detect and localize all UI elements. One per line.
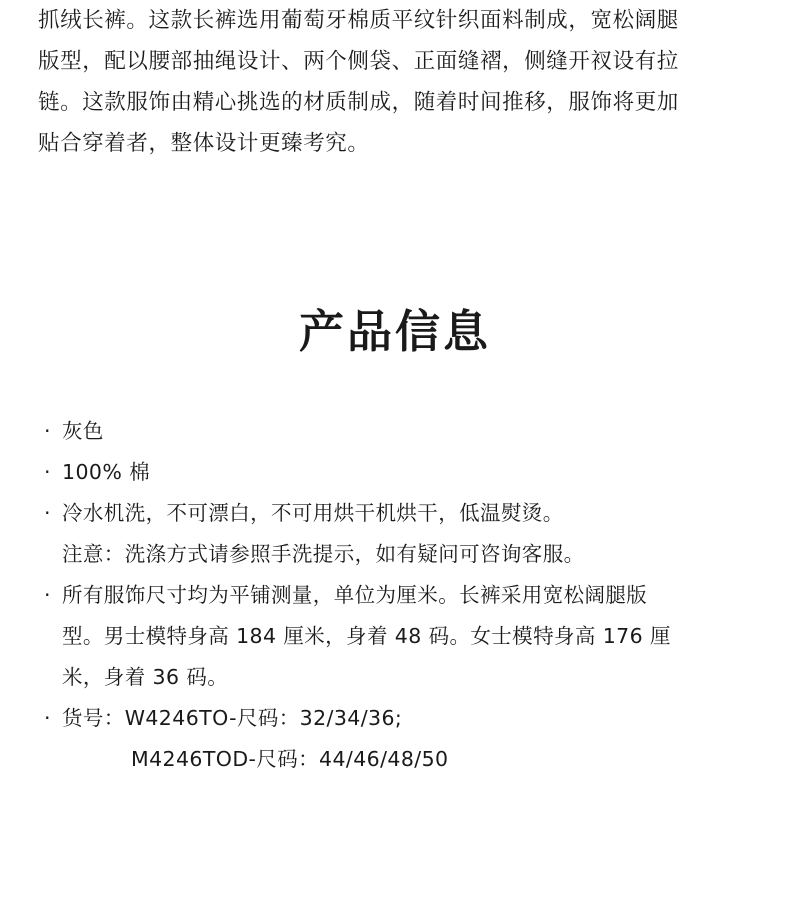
info-item-material — [44, 452, 754, 493]
info-item-sku — [44, 698, 754, 780]
section-title: 产品信息 — [298, 305, 491, 358]
description-line: 链。这款服饰由精心挑选的材质制成，随着时间推移，服饰将更加 — [38, 90, 679, 115]
description-line: 版型，配以腰部抽绳设计、两个侧袋、正面缝褶，侧缝开衩设有拉 — [38, 49, 679, 74]
info-text: 米，身着 36 码。 — [62, 665, 229, 689]
bullet-icon: · — [44, 419, 51, 443]
info-text: 所有服饰尺寸均为平铺测量，单位为厘米。长裤采用宽松阔腿版 — [62, 583, 648, 607]
product-info-list — [44, 411, 754, 780]
sku-text: 货号：W4246TO-尺码：32/34/36; — [62, 706, 403, 730]
sku-text: M4246TOD-尺码：44/46/48/50 — [131, 747, 449, 771]
bullet-icon: · — [44, 583, 51, 607]
info-item-color — [44, 411, 754, 452]
description-line: 抓绒长裤。这款长裤选用葡萄牙棉质平纹针织面料制成，宽松阔腿 — [38, 8, 679, 33]
info-text: 注意：洗涤方式请参照手洗提示，如有疑问可咨询客服。 — [62, 542, 585, 566]
info-text: 型。男士模特身高 184 厘米，身着 48 码。女士模特身高 176 厘 — [62, 624, 671, 648]
info-text: 冷水机洗，不可漂白，不可用烘干机烘干，低温熨烫。 — [62, 501, 564, 525]
info-item-care — [44, 493, 754, 575]
info-text: 灰色 — [62, 419, 104, 443]
info-item-sizing — [44, 575, 754, 698]
bullet-icon: · — [44, 501, 51, 525]
bullet-icon: · — [44, 460, 51, 484]
bullet-icon: · — [44, 706, 51, 730]
product-description — [38, 0, 758, 164]
description-line: 贴合穿着者，整体设计更臻考究。 — [38, 131, 370, 156]
info-text: 100% 棉 — [62, 460, 151, 484]
